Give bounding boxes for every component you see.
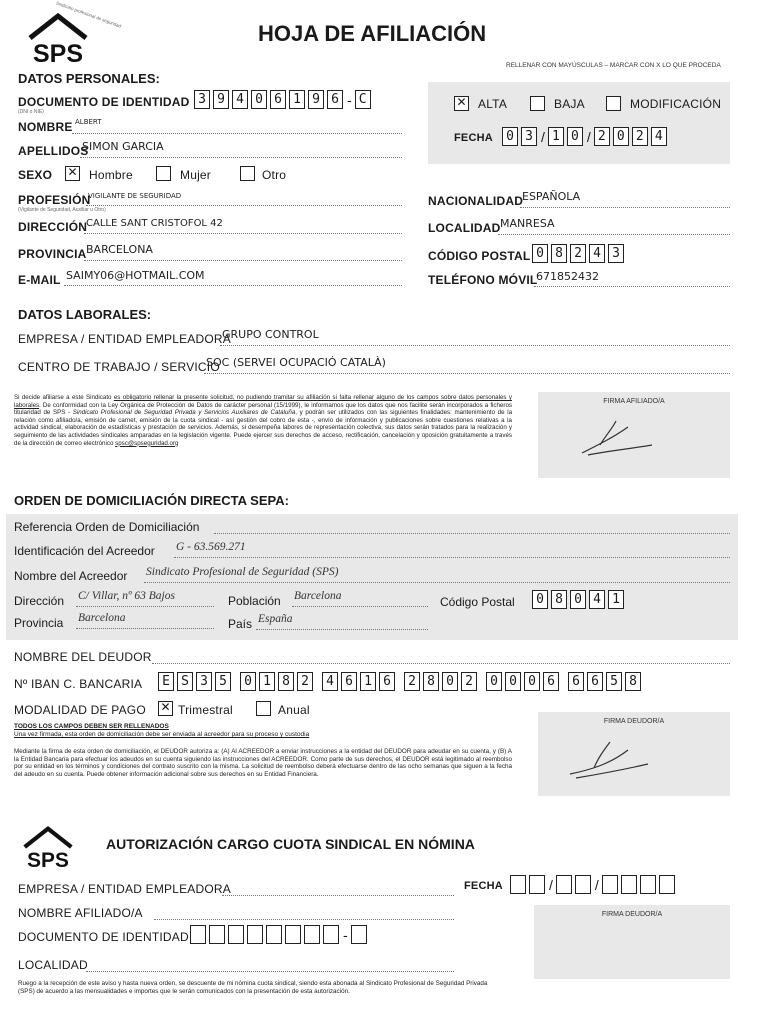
- sex-other-label: Otro: [262, 168, 287, 182]
- work-section-title: DATOS LABORALES:: [18, 307, 152, 322]
- modificacion-checkbox[interactable]: [606, 96, 621, 111]
- mandate-ref-label: Referencia Orden de Domiciliación: [14, 520, 200, 534]
- status-date-boxes[interactable]: 0 3 / 1 0 / 2 0 2 4: [502, 127, 670, 146]
- address-value[interactable]: CALLE SANT CRISTOFOL 42: [86, 218, 223, 229]
- mandate-text: Mediante la firma de esta orden de domiciliación, el DEUDOR autoriza a: (A) Al ACREEDOR a enviar instrucciones a la entidad del DEUDOR para adeudar en su cuenta, y (B) A la Entidad Bancaria para efectuar los adeudos en su cuenta siguiendo las instrucciones del ACREEDOR. Como parte de sus derechos, el DEUDOR está legitimado al reembolso por su entidad en los términos y condiciones del contrato suscrito con la misma. La solicitud de reembolso deberá efectuarse dentro de las ocho semanas que siguen a la fecha del adeudo en su cuenta. Puede obtener información adicional sobre sus derechos en su Entidad Financiera.: [14, 748, 512, 778]
- nationality-label: NACIONALIDAD: [428, 194, 524, 208]
- sps-logo: [22, 0, 122, 68]
- personal-section-title: DATOS PERSONALES:: [18, 71, 160, 86]
- creditor-id-value: G - 63.569.271: [176, 541, 246, 553]
- payroll-company-label: EMPRESA / ENTIDAD EMPLEADORA: [18, 882, 231, 896]
- email-label: E-MAIL: [18, 273, 61, 287]
- name-value[interactable]: ALBERT: [75, 118, 102, 126]
- modificacion-label: MODIFICACIÓN: [630, 97, 722, 111]
- payroll-locality-label: LOCALIDAD: [18, 958, 88, 972]
- province-value[interactable]: BARCELONA: [86, 243, 153, 256]
- payroll-date-label: FECHA: [464, 880, 503, 892]
- nationality-value[interactable]: ESPAÑOLA: [522, 190, 581, 203]
- quarterly-label: Trimestral: [178, 703, 233, 717]
- status-panel: [428, 82, 730, 164]
- sex-other-checkbox[interactable]: [240, 166, 255, 181]
- address-label: DIRECCIÓN: [18, 220, 88, 234]
- logo-text: SPS: [32, 40, 84, 68]
- creditor-id-label: Identificación del Acreedor: [14, 544, 155, 558]
- logo-text-small: SPS: [27, 849, 69, 872]
- custody-note: Una vez firmada, esta orden de domiciliación debe ser enviada al acreedor para su proceso y custodia: [14, 731, 310, 738]
- creditor-address-value: C/ Villar, nº 63 Bajos: [78, 590, 175, 602]
- payroll-signature-label: FIRMA DEUDOR/A: [601, 911, 663, 918]
- creditor-name-label: Nombre del Acreedor: [14, 569, 128, 583]
- province-label: PROVINCIA: [18, 247, 87, 261]
- locality-label: LOCALIDAD: [428, 221, 501, 235]
- member-signature-label: FIRMA AFILIADO/A: [603, 398, 665, 405]
- required-fields-note: TODOS LOS CAMPOS DEBEN SER RELLENADOS: [14, 723, 169, 730]
- postal-code-boxes[interactable]: 0 8 2 4 3: [532, 244, 627, 263]
- debtor-signature: [566, 734, 656, 784]
- sex-female-checkbox[interactable]: [156, 166, 171, 181]
- page-title: HOJA DE AFILIACIÓN: [258, 21, 487, 46]
- creditor-province-value: Barcelona: [78, 612, 126, 624]
- doc-id-label: DOCUMENTO DE IDENTIDAD: [18, 95, 190, 109]
- email-value[interactable]: SAIMY06@HOTMAIL.COM: [66, 269, 205, 282]
- phone-label: TELÉFONO MÓVIL: [428, 273, 538, 287]
- locality-value[interactable]: MANRESA: [500, 217, 555, 230]
- doc-id-boxes[interactable]: 3 9 4 0 6 1 9 6 - C: [194, 90, 374, 109]
- phone-value[interactable]: 671852432: [536, 270, 599, 283]
- surname-value[interactable]: SIMON GARCIA: [82, 140, 164, 153]
- fill-instructions: RELLENAR CON MAYÚSCULAS – MARCAR CON X LO QUE PROCEDA: [506, 62, 721, 69]
- alta-label: ALTA: [478, 97, 508, 111]
- payroll-date-boxes[interactable]: / /: [510, 875, 678, 894]
- surname-label: APELLIDOS: [18, 144, 89, 158]
- quarterly-checkbox[interactable]: [158, 701, 173, 716]
- payment-mode-label: MODALIDAD DE PAGO: [14, 703, 146, 717]
- logo-arc-text: Sindicato profesional de seguridad: [55, 0, 122, 29]
- payroll-member-label: NOMBRE AFILIADO/A: [18, 906, 143, 920]
- debtor-name-label: NOMBRE DEL DEUDOR: [14, 650, 152, 664]
- creditor-country-label: País: [228, 617, 253, 631]
- creditor-postal-label: Código Postal: [440, 595, 515, 609]
- alta-checkbox[interactable]: [454, 96, 469, 111]
- sepa-section-title: ORDEN DE DOMICILIACIÓN DIRECTA SEPA:: [14, 493, 289, 508]
- payroll-doc-label: DOCUMENTO DE IDENTIDAD: [18, 930, 189, 944]
- profession-hint: (Vigilante de Seguridad, Auxiliar u Otro): [18, 207, 106, 213]
- debtor-signature-label: FIRMA DEUDOR/A: [603, 718, 665, 725]
- sex-female-label: Mujer: [180, 168, 212, 182]
- profession-value[interactable]: VIGILANTE DE SEGURIDAD: [88, 192, 182, 200]
- work-center-value[interactable]: SOC (SERVEI OCUPACIÓ CATALÀ): [206, 356, 386, 369]
- privacy-email-link[interactable]: spsc@spseguridad.org: [115, 439, 179, 447]
- creditor-country-value: España: [258, 613, 293, 625]
- iban-label: Nº IBAN C. BANCARIA: [14, 677, 143, 691]
- creditor-name-value: Sindicato Profesional de Seguridad (SPS): [146, 566, 339, 578]
- creditor-town-label: Población: [228, 594, 281, 608]
- status-date-label: FECHA: [454, 132, 493, 144]
- work-center-label: CENTRO DE TRABAJO / SERVICIO: [18, 360, 220, 374]
- annual-label: Anual: [278, 703, 310, 717]
- payroll-title: AUTORIZACIÓN CARGO CUOTA SINDICAL EN NÓMINA: [106, 836, 475, 852]
- iban-boxes[interactable]: E S 3 5 0 1 8 2 4 6 1 6 2 8 0 2 0 0 0 6 6 6 5 8: [158, 672, 644, 691]
- annual-checkbox[interactable]: [256, 701, 271, 716]
- creditor-address-label: Dirección: [14, 594, 65, 608]
- payroll-doc-boxes[interactable]: -: [190, 925, 370, 944]
- member-signature: [578, 415, 658, 460]
- postal-code-label: CÓDIGO POSTAL: [428, 249, 531, 263]
- privacy-notice: Si decide afiliarse a este Sindicato es obligatorio rellenar la presente solicitud, no pudiendo tramitar su afiliación si falta rellenar alguno de los campos sobre datos personales y laborales. De conformidad con la Ley Orgánica de Protección de Datos de carácter personal (15/1999), le informamos que los datos que nos facilite serán incorporados a ficheros titularidad de SPS - Sindicato Profesional de Seguridad Privada y Servicios Auxiliares de Cataluña, y podrán ser utilizados con las siguientes finalidades: mantenimiento de la relación como afiliado/a, emisión de carnet, emisión de la cuota sindical - así gestión del cobro de esta -, envío de información y publicaciones sobre cuestiones relativas a la actividad sindical, elaboración de estadísticas y prestación de servicios. Además, si desempeña labores de representación colectiva, sus datos serán tratados para la realización y seguimiento de las actividades sindicales amparadas en la legislación vigente. Puede ejercer sus derechos de acceso, rectificación, cancelación y oposición gratuitamente a través de la dirección de correo electrónico spsc@spseguridad.org: [14, 394, 513, 447]
- company-label: EMPRESA / ENTIDAD EMPLEADORA: [18, 332, 231, 346]
- doc-id-hint: (DNI o NIE): [18, 109, 44, 115]
- creditor-province-label: Provincia: [14, 616, 64, 630]
- company-value[interactable]: GRUPO CONTROL: [222, 328, 319, 341]
- sex-label: SEXO: [18, 168, 53, 182]
- creditor-town-value: Barcelona: [294, 590, 342, 602]
- payroll-footer: Ruego a la recepción de este aviso y hasta nueva orden, se descuente de mi nómina cuota sindical, siendo esta abonada al Sindicato Profesional de Seguridad Privada (SPS) de acuerdo a las mensualidades e importes que le serán comunicados con la presentación de esta autorización.: [18, 980, 488, 995]
- baja-label: BAJA: [554, 97, 585, 111]
- sex-male-label: Hombre: [89, 168, 133, 182]
- profession-label: PROFESIÓN: [18, 193, 91, 207]
- sps-logo-small: [18, 820, 78, 874]
- creditor-postal-boxes: 0 8 0 4 1: [532, 590, 627, 609]
- baja-checkbox[interactable]: [530, 96, 545, 111]
- name-label: NOMBRE: [18, 120, 73, 134]
- sex-male-checkbox[interactable]: [65, 166, 80, 181]
